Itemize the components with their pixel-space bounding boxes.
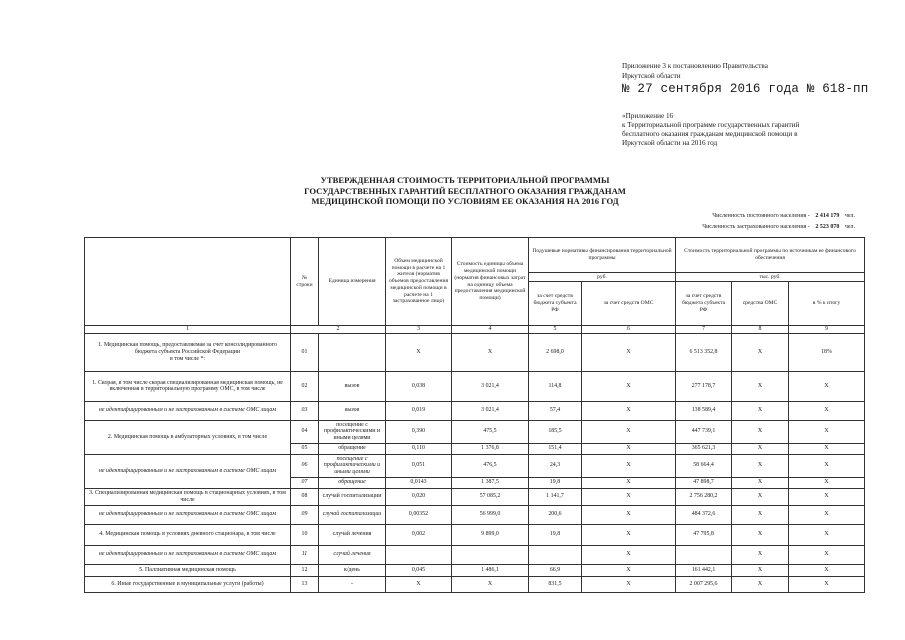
row-oms-total: X xyxy=(732,524,789,545)
row-oms: X xyxy=(582,505,676,524)
population-insured-value: 2 523 070 xyxy=(815,224,840,230)
row-cost: 57 085,2 xyxy=(452,488,529,505)
row-oms: X xyxy=(582,420,676,443)
row-percent: X xyxy=(789,401,865,420)
row-label xyxy=(85,333,291,371)
row-budget-total: 6 513 352,8 xyxy=(676,333,732,371)
row-cost: 9 899,0 xyxy=(452,524,529,545)
header-thous-rub: тыс. руб. xyxy=(676,273,865,282)
row-unit: - xyxy=(319,576,386,592)
row-number: 09 xyxy=(291,505,319,524)
row-oms: X xyxy=(582,454,676,477)
row-unit: обращение xyxy=(319,443,386,454)
row-budget xyxy=(529,545,582,564)
header-line-5: бесплатного оказания гражданам медицинской помощи в xyxy=(622,130,798,138)
row-volume: 0,038 xyxy=(386,371,452,401)
row-percent: X xyxy=(789,477,865,488)
page-title xyxy=(250,175,680,207)
row-oms-total: X xyxy=(732,333,789,371)
table-row xyxy=(85,545,865,564)
table-row xyxy=(85,371,865,401)
row-number: 10 xyxy=(291,524,319,545)
row-percent: X xyxy=(789,420,865,443)
row-volume: 0,0143 xyxy=(386,477,452,488)
row-budget-total: 58 664,4 xyxy=(676,454,732,477)
header-oms: за счет средств ОМС xyxy=(582,282,676,326)
row-budget: 114,8 xyxy=(529,371,582,401)
header-unit-cost: Стоимость единицы объема медицинской помощи (норматив финансовых затрат на единицу объема предоставления медицинской помощи) xyxy=(452,238,529,326)
row-oms: X xyxy=(582,371,676,401)
row-oms: X xyxy=(582,524,676,545)
row-label: не идентифицированным и не застрахованным в системе ОМС лицам xyxy=(85,454,291,488)
row-budget: 57,4 xyxy=(529,401,582,420)
row-volume xyxy=(386,545,452,564)
row-unit: обращение xyxy=(319,477,386,488)
row-label-text: 1. Медицинская помощь, предоставляемая за счет консолидированного бюджета субъекта Российской Федерации xyxy=(98,342,277,355)
row-unit: случай лечения xyxy=(319,545,386,564)
row-volume: 0,051 xyxy=(386,454,452,477)
header-row-number: № строки xyxy=(291,238,319,326)
population-permanent-label: Численность постоянного населения - xyxy=(712,213,810,219)
row-cost xyxy=(452,545,529,564)
column-number: 6 xyxy=(582,326,676,334)
header-oms-total: средства ОМС xyxy=(732,282,789,326)
row-oms-total: X xyxy=(732,477,789,488)
row-unit: случай госпитализации xyxy=(319,505,386,524)
row-number: 11 xyxy=(291,545,319,564)
row-oms: X xyxy=(582,401,676,420)
header-budget: за счет средств бюджета субъекта РФ xyxy=(529,282,582,326)
row-budget-total: 2 756 280,2 xyxy=(676,488,732,505)
row-number: 05 xyxy=(291,443,319,454)
row-budget: 2 698,0 xyxy=(529,333,582,371)
cost-table xyxy=(84,237,865,593)
row-oms-total: X xyxy=(732,564,789,576)
row-label: не идентифицированным и не застрахованным в системе ОМС лицам xyxy=(85,505,291,524)
table-row xyxy=(85,505,865,524)
header-per-capita: Подушевые нормативы финансирования территориальной программы xyxy=(529,238,676,273)
row-budget-total: 365 621,3 xyxy=(676,443,732,454)
row-percent: X xyxy=(789,564,865,576)
population-unit: чел. xyxy=(844,213,855,219)
row-cost: 1 486,1 xyxy=(452,564,529,576)
header-unit: Единица измерения xyxy=(319,238,386,326)
row-oms-total: X xyxy=(732,454,789,477)
row-percent: X xyxy=(789,545,865,564)
header-budget-total: за счет средств бюджета субъекта РФ xyxy=(676,282,732,326)
row-budget: 1 141,7 xyxy=(529,488,582,505)
header-line-1: Приложение 3 к постановлению Правительства xyxy=(622,62,768,70)
row-volume: 0,00352 xyxy=(386,505,452,524)
row-cost: X xyxy=(452,576,529,592)
row-oms: X xyxy=(582,443,676,454)
column-number: 9 xyxy=(789,326,865,334)
row-oms: X xyxy=(582,576,676,592)
row-oms-total: X xyxy=(732,545,789,564)
column-number: 2 xyxy=(291,326,386,334)
row-label: 6. Иные государственные и муниципальные услуги (работы) xyxy=(85,576,291,592)
row-cost: 3 021,4 xyxy=(452,371,529,401)
row-label: 4. Медицинская помощь в условиях дневного стационара, в том числе xyxy=(85,524,291,545)
row-budget-total: 47 795,8 xyxy=(676,524,732,545)
population-insured-label: Численность застрахованного населения - xyxy=(702,224,810,230)
title-line-1: УТВЕРЖДЕННАЯ СТОИМОСТЬ ТЕРРИТОРИАЛЬНОЙ ПРОГРАММЫ xyxy=(320,175,610,185)
row-unit: случай госпитализации xyxy=(319,488,386,505)
row-cost: 1 376,8 xyxy=(452,443,529,454)
row-percent: X xyxy=(789,371,865,401)
title-line-2: ГОСУДАРСТВЕННЫХ ГАРАНТИЙ БЕСПЛАТНОГО ОКАЗАНИЯ ГРАЖДАНАМ xyxy=(304,185,626,196)
header-volume: Объем медицинской помощи в расчете на 1 жителя (норматив объемов предоставления медицинской помощи в расчете на 1 застрахованное лицо) xyxy=(386,238,452,326)
row-number: 01 xyxy=(291,333,319,371)
row-oms-total: X xyxy=(732,576,789,592)
column-number: 1 xyxy=(85,326,291,334)
population-insured xyxy=(702,224,855,230)
row-budget-total: 161 442,1 xyxy=(676,564,732,576)
row-budget-total: 447 739,1 xyxy=(676,420,732,443)
row-number: 12 xyxy=(291,564,319,576)
row-budget: 24,3 xyxy=(529,454,582,477)
row-oms-total: X xyxy=(732,371,789,401)
row-volume: X xyxy=(386,333,452,371)
row-label: 3. Специализированная медицинская помощь в стационарных условиях, в том числе xyxy=(85,488,291,505)
row-cost: 476,5 xyxy=(452,454,529,477)
population-permanent xyxy=(712,213,855,219)
row-percent: X xyxy=(789,505,865,524)
row-budget: 19,8 xyxy=(529,477,582,488)
row-budget-total: 484 372,6 xyxy=(676,505,732,524)
row-volume: 0,045 xyxy=(386,564,452,576)
title-line-3: МЕДИЦИНСКОЙ ПОМОЩИ ПО УСЛОВИЯМ ЕЕ ОКАЗАНИЯ НА 2016 ГОД xyxy=(311,196,619,206)
header-line-3: «Приложение 16 xyxy=(622,112,674,120)
row-unit: вызов xyxy=(319,371,386,401)
row-percent: X xyxy=(789,524,865,545)
table-row xyxy=(85,576,865,592)
row-budget-total: 138 589,4 xyxy=(676,401,732,420)
row-unit: вызов xyxy=(319,401,386,420)
row-budget: 185,5 xyxy=(529,420,582,443)
row-budget-total: 2 007 295,6 xyxy=(676,576,732,592)
population-permanent-value: 2 414 179 xyxy=(815,213,840,219)
row-oms: X xyxy=(582,545,676,564)
row-unit: посещение с профилактическими и иными целями xyxy=(319,454,386,477)
header-name-cell xyxy=(85,238,291,326)
row-percent: X xyxy=(789,443,865,454)
row-percent: X xyxy=(789,488,865,505)
row-unit: к/день xyxy=(319,564,386,576)
row-volume: X xyxy=(386,576,452,592)
row-oms: X xyxy=(582,477,676,488)
row-cost: 475,5 xyxy=(452,420,529,443)
header-line-2: Иркутской области xyxy=(622,72,681,80)
row-budget-total: 47 898,7 xyxy=(676,477,732,488)
header-line-6: Иркутской области на 2016 год xyxy=(622,139,718,147)
row-volume: 0,002 xyxy=(386,524,452,545)
row-label: не идентифицированным и не застрахованным в системе ОМС лицам xyxy=(85,401,291,420)
row-label: 5. Паллиативная медицинская помощь xyxy=(85,564,291,576)
row-label-sub: в том числе *: xyxy=(169,355,206,362)
row-label: 1. Скорая, в том числе скорая специализированная медицинская помощь, не включенная в территориальную программу ОМС, в том числе xyxy=(85,371,291,401)
row-percent: X xyxy=(789,576,865,592)
row-budget: 151,4 xyxy=(529,443,582,454)
header-program-cost: Стоимость территориальной программы по источникам ее финансового обеспечения xyxy=(676,238,865,273)
table-row xyxy=(85,564,865,576)
table-row xyxy=(85,333,865,371)
table-row xyxy=(85,524,865,545)
row-oms-total: X xyxy=(732,401,789,420)
row-volume: 0,110 xyxy=(386,443,452,454)
row-number: 03 xyxy=(291,401,319,420)
row-cost: 1 387,5 xyxy=(452,477,529,488)
header-percent: в % к итогу xyxy=(789,282,865,326)
row-cost: 56 999,0 xyxy=(452,505,529,524)
table-row xyxy=(85,401,865,420)
header-rub: руб. xyxy=(529,273,676,282)
decree-stamp: № 27 сентября 2016 года № 618-пп xyxy=(622,82,869,96)
row-oms-total: X xyxy=(732,443,789,454)
row-unit: случай лечения xyxy=(319,524,386,545)
row-number: 02 xyxy=(291,371,319,401)
row-volume: 0,019 xyxy=(386,401,452,420)
row-budget: 831,5 xyxy=(529,576,582,592)
row-number: 08 xyxy=(291,488,319,505)
column-number: 7 xyxy=(676,326,732,334)
row-unit: посещение с профилактическими и иными целями xyxy=(319,420,386,443)
column-number: 8 xyxy=(732,326,789,334)
row-number: 04 xyxy=(291,420,319,443)
table-row xyxy=(85,420,865,443)
column-number: 3 xyxy=(386,326,452,334)
column-number: 5 xyxy=(529,326,582,334)
row-budget: 19,8 xyxy=(529,524,582,545)
row-budget: 200,6 xyxy=(529,505,582,524)
row-budget: 66,9 xyxy=(529,564,582,576)
row-number: 06 xyxy=(291,454,319,477)
column-number: 4 xyxy=(452,326,529,334)
row-oms: X xyxy=(582,564,676,576)
row-budget-total: 277 178,7 xyxy=(676,371,732,401)
row-oms-total: X xyxy=(732,505,789,524)
population-unit: чел. xyxy=(844,224,855,230)
row-percent: 18% xyxy=(789,333,865,371)
table-row xyxy=(85,454,865,477)
row-budget-total xyxy=(676,545,732,564)
row-volume: 0,390 xyxy=(386,420,452,443)
row-cost: 3 021,4 xyxy=(452,401,529,420)
row-percent: X xyxy=(789,454,865,477)
row-volume: 0,020 xyxy=(386,488,452,505)
header-line-4: к Территориальной программе государственных гарантий xyxy=(622,121,800,129)
column-number-row xyxy=(85,326,865,334)
row-label: не идентифицированным и не застрахованным в системе ОМС лицам xyxy=(85,545,291,564)
row-oms-total: X xyxy=(732,420,789,443)
row-unit xyxy=(319,333,386,371)
row-label: 2. Медицинская помощь в амбулаторных условиях, в том числе xyxy=(85,420,291,454)
table-row xyxy=(85,488,865,505)
row-number: 13 xyxy=(291,576,319,592)
row-number: 07 xyxy=(291,477,319,488)
row-oms-total: X xyxy=(732,488,789,505)
row-oms: X xyxy=(582,333,676,371)
row-oms: X xyxy=(582,488,676,505)
row-cost: X xyxy=(452,333,529,371)
